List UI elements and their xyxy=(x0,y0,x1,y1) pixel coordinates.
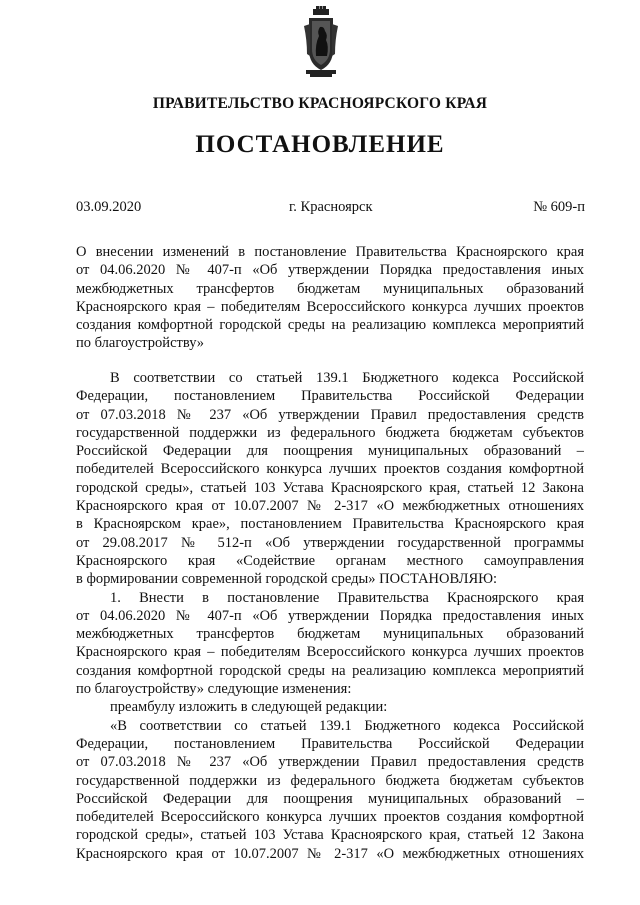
body-line: государственной поддержки из федерального бюджета бюджетам субъектов xyxy=(76,772,584,789)
document-date: 03.09.2020 xyxy=(76,199,142,215)
body-block xyxy=(76,369,584,863)
body-line: «В соответствии со статьей 139.1 Бюджетного кодекса Российской xyxy=(110,717,584,734)
document-number: № 609-п xyxy=(533,199,585,215)
government-name: ПРАВИТЕЛЬСТВО КРАСНОЯРСКОГО КРАЯ xyxy=(152,95,488,112)
body-line: Федерации, постановлением Правительства Российской Федерации xyxy=(76,388,584,405)
body-line: по благоустройству» следующие изменения: xyxy=(76,681,352,698)
krasnoyarsk-coat-of-arms-icon xyxy=(302,6,340,78)
body-line: в Красноярском крае», постановлением Правительства Красноярского края xyxy=(76,516,584,533)
body-line: городской среды», статьей 103 Устава Красноярского края, статьей 12 Закона xyxy=(76,479,584,496)
subject-line: от 04.06.2020 № 407-п «Об утверждении Порядка предоставления иных xyxy=(76,262,584,279)
document-city: г. Красноярск xyxy=(289,199,373,215)
body-line: Красноярского края – победителям Всероссийского конкурса лучших проектов xyxy=(76,644,584,661)
body-line: Федерации, постановлением Правительства Российской Федерации xyxy=(76,735,584,752)
subject-line: Красноярского края – победителям Всероссийского конкурса лучших проектов xyxy=(76,298,584,315)
body-line: от 04.06.2020 № 407-п «Об утверждении Порядка предоставления иных xyxy=(76,607,584,624)
body-line: Красноярского края от 10.07.2007 № 2-317 «О межбюджетных отношениях xyxy=(76,498,584,515)
body-line: в формировании современной городской среды» ПОСТАНОВЛЯЮ: xyxy=(76,571,498,588)
subject-line: создания комфортной городской среды на реализацию комплекса мероприятий xyxy=(76,317,584,334)
body-line: Российской Федерации для поощрения муниципальных образований – xyxy=(76,790,584,807)
body-line: Российской Федерации для поощрения муниципальных образований – xyxy=(76,443,584,460)
subject-line: О внесении изменений в постановление Правительства Красноярского края xyxy=(76,244,584,260)
body-line: победителей Всероссийского конкурса лучших проектов создания комфортной xyxy=(76,809,584,826)
body-line: победителей Всероссийского конкурса лучших проектов создания комфортной xyxy=(76,461,584,478)
body-line: 1. Внести в постановление Правительства Красноярского края xyxy=(110,589,584,606)
body-line: от 07.03.2018 № 237 «Об утверждении Правил предоставления средств xyxy=(76,754,584,771)
body-line: городской среды», статьей 103 Устава Красноярского края, статьей 12 Закона xyxy=(76,827,584,844)
body-line: от 29.08.2017 № 512-п «Об утверждении государственной программы xyxy=(76,534,584,551)
body-line: В соответствии со статьей 139.1 Бюджетного кодекса Российской xyxy=(110,370,584,386)
subject-block xyxy=(76,243,584,353)
document-type: ПОСТАНОВЛЕНИЕ xyxy=(195,131,445,158)
body-line: преамбулу изложить в следующей редакции: xyxy=(110,699,388,716)
subject-line: межбюджетных трансфертов бюджетам муниципальных образований xyxy=(76,280,584,297)
body-line: государственной поддержки из федерального бюджета бюджетам субъектов xyxy=(76,424,584,441)
body-line: межбюджетных трансфертов бюджетам муниципальных образований xyxy=(76,626,584,643)
body-line: создания комфортной городской среды на реализацию комплекса мероприятий xyxy=(76,662,584,679)
subject-line: по благоустройству» xyxy=(76,335,205,352)
body-line: от 07.03.2018 № 237 «Об утверждении Правил предоставления средств xyxy=(76,406,584,423)
body-line: Красноярского края «Содействие органам местного самоуправления xyxy=(76,552,584,569)
body-line: Красноярского края от 10.07.2007 № 2-317 «О межбюджетных отношениях xyxy=(76,845,584,862)
